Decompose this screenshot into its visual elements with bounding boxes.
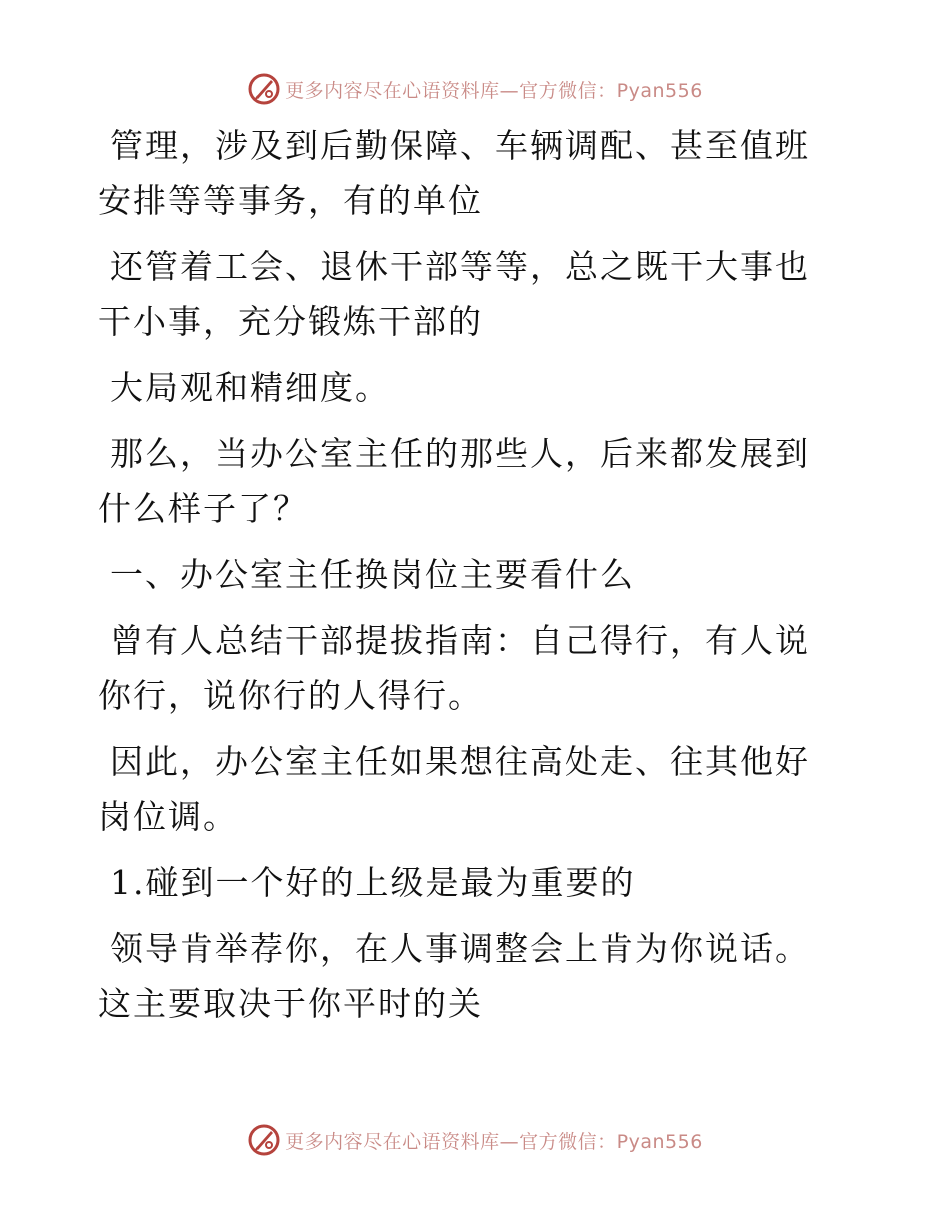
paragraph: 还管着工会、退休干部等等，总之既干大事也干小事，充分锻炼干部的 [98,247,810,341]
paragraph: 那么，当办公室主任的那些人，后来都发展到什么样子了？ [98,434,810,528]
document-body [98,118,838,1042]
quill-logo-icon [247,72,281,106]
watermark-text: 更多内容尽在心语资料库—官方微信：Pyan556 [285,1130,703,1153]
header-watermark [0,69,950,109]
watermark-text: 更多内容尽在心语资料库—官方微信：Pyan556 [285,79,703,102]
subsection-heading: 1.碰到一个好的上级是最为重要的 [110,863,636,902]
footer-watermark [0,1120,950,1160]
paragraph: 因此，办公室主任如果想往高处走、往其他好岗位调。 [98,742,810,836]
paragraph: 大局观和精细度。 [110,368,390,407]
quill-logo-icon [247,1123,281,1157]
paragraph: 领导肯举荐你，在人事调整会上肯为你说话。这主要取决于你平时的关 [98,929,810,1023]
paragraph: 管理，涉及到后勤保障、车辆调配、甚至值班安排等等事务，有的单位 [98,126,810,220]
section-heading: 一、办公室主任换岗位主要看什么 [110,555,635,594]
paragraph: 曾有人总结干部提拔指南：自己得行，有人说你行，说你行的人得行。 [98,621,810,715]
